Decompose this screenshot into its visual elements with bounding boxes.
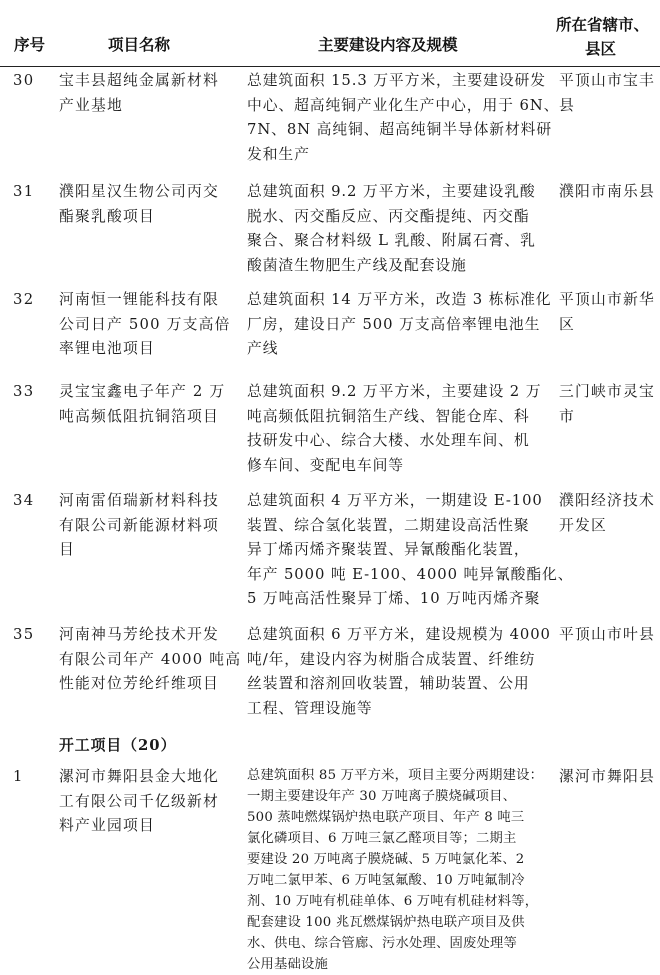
section-heading: 开工项目（20） xyxy=(59,737,177,754)
row-no: 35 xyxy=(13,626,35,643)
row-desc xyxy=(247,765,545,975)
row-name-line: 公司日产 500 万支高倍 xyxy=(59,315,231,333)
row-location xyxy=(559,765,655,790)
row-name-line: 产业基地 xyxy=(59,96,123,114)
row-name-line: 有限公司年产 4000 吨高 xyxy=(59,650,242,668)
row-desc-line: 产线 xyxy=(247,340,279,357)
row-desc-line: 剂、10 万吨有机硅单体、6 万吨有机硅材料等， xyxy=(247,894,539,909)
row-name-line: 河南雷佰瑞新材料科技 xyxy=(59,492,219,509)
row-no: 1 xyxy=(13,768,24,785)
row-name xyxy=(59,765,229,839)
row-location xyxy=(559,489,655,538)
row-name xyxy=(59,623,242,697)
row-loc-line: 漯河市舞阳县 xyxy=(559,768,655,785)
row-loc-line: 市 xyxy=(559,407,575,425)
row-desc-line: 工程、管理设施等 xyxy=(247,699,373,717)
row-location xyxy=(559,69,655,118)
row-desc-line: 聚合、聚合材料级 L 乳酸、附属石膏、乳 xyxy=(247,232,536,249)
row-desc-line: 吨高频低阻抗铜箔生产线、智能仓库、科 xyxy=(247,407,530,425)
row-name-line: 酯聚乳酸项目 xyxy=(59,207,155,225)
row-location xyxy=(559,623,655,648)
row-loc-line: 平顶山市叶县 xyxy=(559,626,655,643)
row-loc-line: 开发区 xyxy=(559,516,607,534)
row-no: 32 xyxy=(13,291,35,308)
row-name-line: 性能对位芳纶纤维项目 xyxy=(59,675,219,692)
row-name-line: 河南神马芳纶技术开发 xyxy=(59,626,219,643)
row-desc-line: 中心、超高纯铜产业化生产中心，用于 6N、 xyxy=(247,96,560,114)
row-desc-line: 5 万吨高活性聚异丁烯、10 万吨丙烯齐聚 xyxy=(247,590,541,607)
row-name-line: 灵宝宝鑫电子年产 2 万 xyxy=(59,383,226,400)
row-no: 30 xyxy=(13,72,35,89)
row-desc xyxy=(247,288,552,362)
row-name xyxy=(59,180,229,229)
row-desc-line: 技研发中心、综合大楼、水处理车间、机 xyxy=(247,432,530,449)
row-name-line: 漯河市舞阳县金大地化 xyxy=(59,768,219,785)
row-name-line: 目 xyxy=(59,541,75,558)
row-desc-line: 总建筑面积 15.3 万平方米，主要建设研发 xyxy=(247,72,546,89)
table-header xyxy=(0,0,660,67)
row-loc-line: 三门峡市灵宝 xyxy=(559,383,655,400)
row-desc-line: 脱水、丙交酯反应、丙交酯提纯、丙交酯 xyxy=(247,207,530,225)
row-name xyxy=(59,288,229,362)
row-desc-line: 500 蒸吨燃煤锅炉热电联产项目、年产 8 吨三 xyxy=(247,810,525,825)
row-name-line: 工有限公司千亿级新材 xyxy=(59,792,219,810)
row-desc-line: 要建设 20 万吨离子膜烧碱、5 万吨氯化苯、2 xyxy=(247,852,525,867)
row-loc-line: 平顶山市宝丰 xyxy=(559,72,655,89)
row-no: 33 xyxy=(13,383,35,400)
row-name-line: 吨高频低阻抗铜箔项目 xyxy=(59,407,219,425)
row-name xyxy=(59,380,229,429)
row-desc xyxy=(247,180,537,278)
row-desc-line: 异丁烯丙烯齐聚装置、异氰酸酯化装置， xyxy=(247,541,530,558)
row-desc-line: 氯化磷项目、6 万吨三氯乙醛项目等；二期主 xyxy=(247,831,517,846)
row-name-line: 有限公司新能源材料项 xyxy=(59,516,219,534)
row-desc-line: 装置、综合氢化装置，二期建设高活性聚 xyxy=(247,516,530,534)
row-desc-line: 吨/年，建设内容为树脂合成装置、纤维纺 xyxy=(247,650,536,668)
row-desc-line: 公用基础设施 xyxy=(247,957,328,972)
row-name-line: 濮阳星汉生物公司丙交 xyxy=(59,183,219,200)
row-desc-line: 丝装置和溶剂回收装置，辅助装置、公用 xyxy=(247,675,530,692)
row-desc-line: 一期主要建设年产 30 万吨离子膜烧碱项目、 xyxy=(247,789,517,804)
row-name-line: 宝丰县超纯金属新材料 xyxy=(59,72,219,89)
row-name xyxy=(59,489,229,563)
row-desc xyxy=(247,380,542,478)
row-desc-line: 总建筑面积 85 万平方米，项目主要分两期建设： xyxy=(247,768,544,783)
header-desc: 主要建设内容及规模 xyxy=(318,35,458,54)
row-desc-line: 发和生产 xyxy=(247,145,310,163)
row-location xyxy=(559,380,655,429)
row-location xyxy=(559,180,655,205)
row-desc-line: 总建筑面积 4 万平方米，一期建设 E-100 xyxy=(247,492,543,509)
row-name-line: 率锂电池项目 xyxy=(59,340,155,357)
row-desc-line: 总建筑面积 14 万平方米，改造 3 栋标准化 xyxy=(247,291,552,308)
row-desc-line: 总建筑面积 6 万平方米，建设规模为 4000 xyxy=(247,626,551,643)
row-desc-line: 厂房，建设日产 500 万支高倍率锂电池生 xyxy=(247,315,541,333)
row-desc-line: 7N、8N 高纯铜、超高纯铜半导体新材料研 xyxy=(247,121,553,138)
row-desc-line: 年产 5000 吨 E-100、4000 吨异氰酸酯化、 xyxy=(247,565,574,583)
row-desc-line: 修车间、变配电车间等 xyxy=(247,456,404,474)
row-loc-line: 区 xyxy=(559,315,575,333)
row-desc-line: 万吨二氯甲苯、6 万吨氢氟酸、10 万吨氟制冷 xyxy=(247,873,525,888)
header-no: 序号 xyxy=(14,35,46,54)
row-desc xyxy=(247,69,560,167)
row-no: 31 xyxy=(13,183,35,200)
row-name xyxy=(59,69,229,118)
row-no: 34 xyxy=(13,492,35,509)
header-loc-line2: 县区 xyxy=(585,39,617,58)
row-loc-line: 濮阳经济技术 xyxy=(559,492,655,509)
header-name: 项目名称 xyxy=(108,35,171,54)
row-desc-line: 酸菌渣生物肥生产线及配套设施 xyxy=(247,256,467,274)
row-desc xyxy=(247,489,574,612)
row-desc-line: 总建筑面积 9.2 万平方米，主要建设乳酸 xyxy=(247,183,536,200)
row-location xyxy=(559,288,655,337)
row-desc-line: 总建筑面积 9.2 万平方米，主要建设 2 万 xyxy=(247,383,542,400)
row-loc-line: 县 xyxy=(559,96,575,114)
row-loc-line: 濮阳市南乐县 xyxy=(559,183,655,200)
header-loc-line1: 所在省辖市、 xyxy=(556,15,650,34)
row-name-line: 河南恒一锂能科技有限 xyxy=(59,291,219,308)
row-desc-line: 配套建设 100 兆瓦燃煤锅炉热电联产项目及供 xyxy=(247,915,525,930)
row-loc-line: 平顶山市新华 xyxy=(559,291,655,308)
row-name-line: 料产业园项目 xyxy=(59,817,155,834)
row-desc-line: 水、供电、综合管廊、污水处理、固废处理等 xyxy=(247,936,517,951)
row-desc xyxy=(247,623,551,721)
